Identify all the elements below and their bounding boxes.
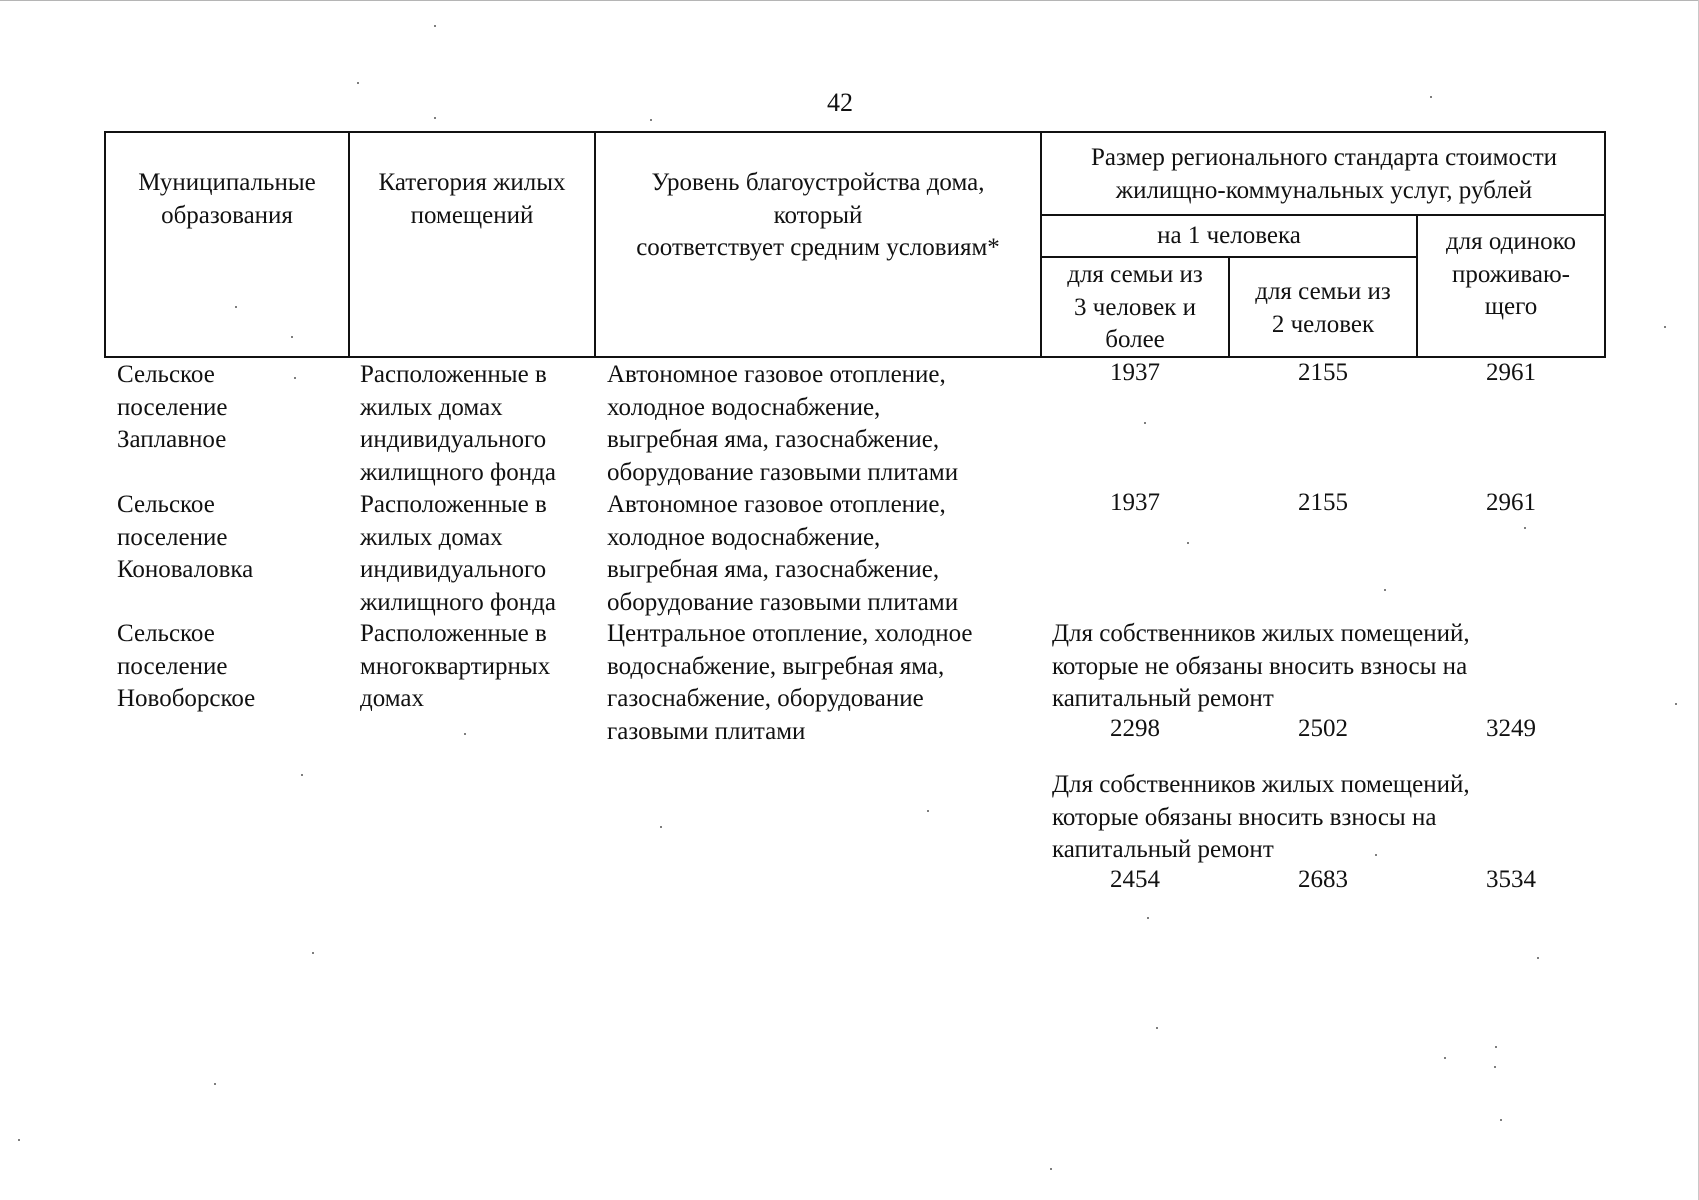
case-family2-value: 2683 <box>1298 866 1348 893</box>
table-right-border <box>1604 131 1606 358</box>
divider-standard-sub <box>1040 214 1606 216</box>
table-top-border <box>104 131 1606 133</box>
row-category: Расположенные в жилых домах индивидуального жилищного фонда <box>360 491 556 616</box>
header-category: Категория жилых помещений <box>378 169 566 229</box>
row-family3-value: 1937 <box>1110 359 1160 386</box>
case-single-value: 3534 <box>1486 866 1536 893</box>
header-per-person: на 1 человека <box>1157 222 1301 249</box>
row-family3-value: 1937 <box>1110 489 1160 516</box>
divider-col-2 <box>594 131 596 358</box>
row-category: Расположенные в жилых домах индивидуального жилищного фонда <box>360 361 556 486</box>
page-number: 42 <box>827 88 853 117</box>
row-municipality: Сельское поселение Новоборское <box>117 620 256 712</box>
row-category: Расположенные в многоквартирных домах <box>360 620 551 712</box>
case-family3-value: 2298 <box>1110 715 1160 742</box>
header-family3: для семьи из 3 человек и более <box>1067 261 1203 353</box>
header-amenities: Уровень благоустройства дома, который соответствует средним условиям* <box>636 169 1000 261</box>
case-note: Для собственников жилых помещений, которые не обязаны вносить взносы на капитальный ремонт <box>1052 620 1470 712</box>
case-family2-value: 2502 <box>1298 715 1348 742</box>
row-municipality: Сельское поселение Заплавное <box>117 361 228 453</box>
divider-col-4 <box>1228 256 1230 358</box>
row-family2-value: 2155 <box>1298 359 1348 386</box>
row-single-value: 2961 <box>1486 359 1536 386</box>
divider-col-5 <box>1416 214 1418 358</box>
divider-col-1 <box>348 131 350 358</box>
row-single-value: 2961 <box>1486 489 1536 516</box>
row-amenities: Автономное газовое отопление, холодное водоснабжение, выгребная яма, газоснабжение, оборудование газовыми плитами <box>607 491 959 616</box>
header-standard: Размер регионального стандарта стоимости жилищно-коммунальных услуг, рублей <box>1090 144 1558 204</box>
table-left-border <box>104 131 106 358</box>
header-single: для одиноко проживаю- щего <box>1445 228 1577 320</box>
case-note: Для собственников жилых помещений, которые обязаны вносить взносы на капитальный ремонт <box>1052 771 1470 863</box>
divider-col-3 <box>1040 131 1042 358</box>
row-amenities: Автономное газовое отопление, холодное водоснабжение, выгребная яма, газоснабжение, оборудование газовыми плитами <box>607 361 959 486</box>
row-municipality: Сельское поселение Коноваловка <box>117 491 254 583</box>
case-family3-value: 2454 <box>1110 866 1160 893</box>
row-family2-value: 2155 <box>1298 489 1348 516</box>
row-amenities: Центральное отопление, холодное водоснабжение, выгребная яма, газоснабжение, оборудование газовыми плитами <box>607 620 973 745</box>
header-family2: для семьи из 2 человек <box>1255 278 1391 338</box>
scan-edge-top <box>0 0 1699 1</box>
case-single-value: 3249 <box>1486 715 1536 742</box>
header-municipality: Муниципальные образования <box>138 169 316 229</box>
